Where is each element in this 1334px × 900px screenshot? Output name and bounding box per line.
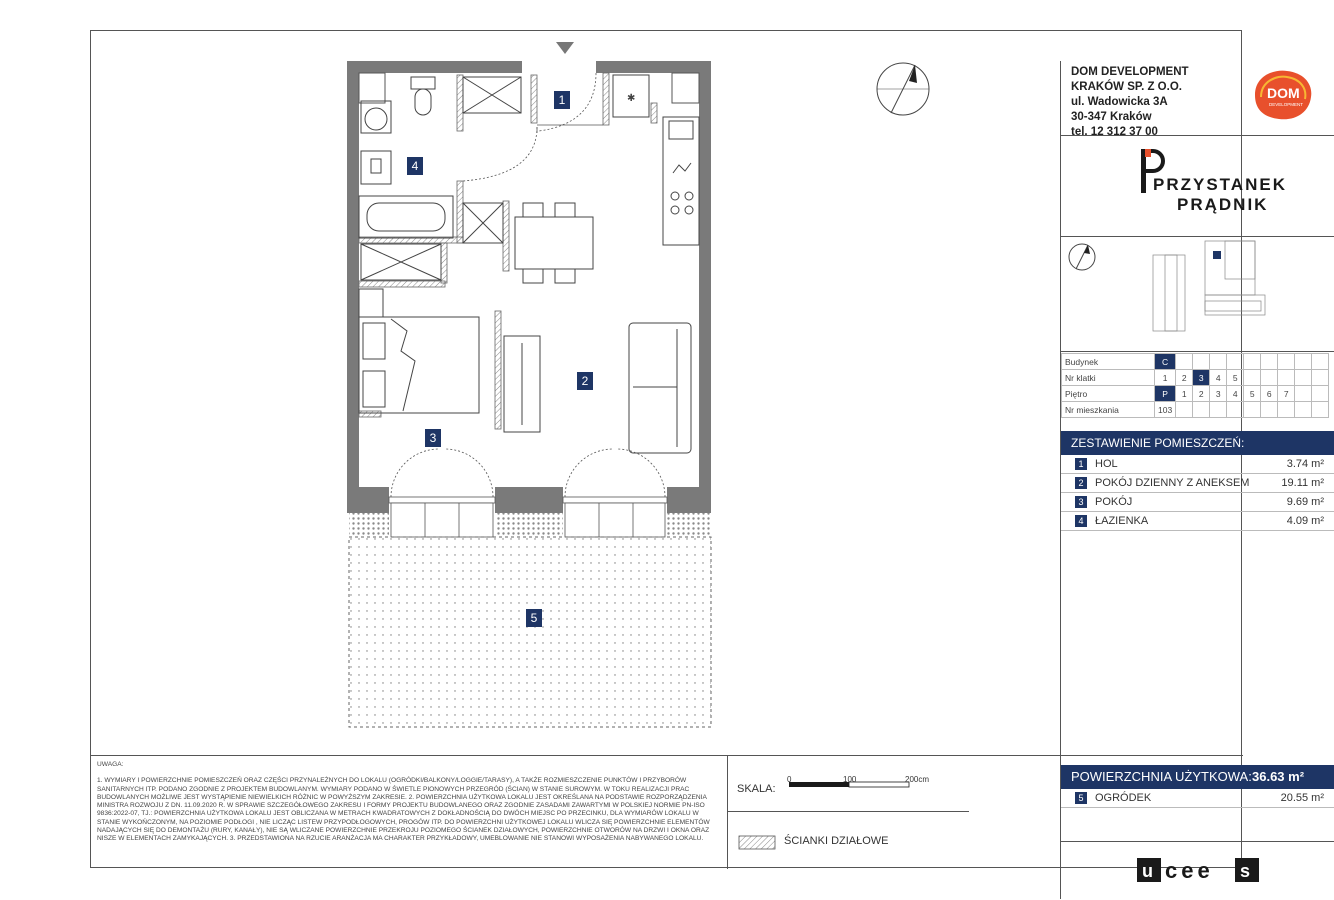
building-row: [1062, 354, 1329, 370]
room-name: POKÓJ DZIENNY Z ANEKSEM: [1095, 477, 1250, 489]
company-entity: KRAKÓW SP. Z O.O.: [1071, 81, 1182, 93]
rooms-header: ZESTAWIENIE POMIESZCZEŃ:: [1061, 431, 1334, 455]
floor-6: 6: [1261, 386, 1278, 402]
partition-walls: [359, 73, 657, 429]
total-area-bar: [1061, 765, 1334, 789]
floor-7: 7: [1278, 386, 1295, 402]
info-panel: [1060, 61, 1333, 899]
building-label: Budynek: [1062, 354, 1155, 370]
stairwell-2: 2: [1176, 370, 1193, 386]
scale-tick-100: 100: [843, 775, 857, 784]
drawing-frame: [90, 30, 1324, 883]
room-name: POKÓJ: [1095, 496, 1133, 508]
room-label-3: 3: [425, 429, 441, 447]
legend-label: ŚCIANKI DZIAŁOWE: [784, 835, 889, 847]
floor-plan: [91, 31, 969, 755]
garden-name: OGRÓDEK: [1095, 792, 1152, 804]
svg-text:u: u: [1142, 861, 1153, 881]
room-row: [1061, 455, 1334, 474]
shaft: [672, 73, 699, 103]
room-row: [1061, 474, 1334, 493]
notes-title: UWAGA:: [97, 761, 124, 768]
stairwell-label: Nr klatki: [1062, 370, 1155, 386]
garden-area: [349, 537, 711, 727]
floor-label: Piętro: [1062, 386, 1155, 402]
stairwell-3: 3: [1193, 370, 1210, 386]
shaft: [359, 73, 385, 103]
compass-icon: [877, 63, 929, 115]
grass-strip: [667, 513, 711, 537]
project-name: [1141, 153, 1287, 215]
svg-text:✱: ✱: [627, 93, 636, 104]
legend-hatch-swatch: [739, 836, 775, 849]
floor-4: 4: [1227, 386, 1244, 402]
company-name: DOM DEVELOPMENT: [1071, 66, 1189, 78]
company-block: [1071, 65, 1189, 140]
floor-2: 2: [1193, 386, 1210, 402]
room-number: 4: [1075, 515, 1087, 527]
apartment-label: Nr mieszkania: [1062, 402, 1155, 418]
room-area: 3.74 m²: [1286, 458, 1324, 470]
logo-text: DOM: [1267, 85, 1300, 101]
room-label-1: 1: [554, 91, 570, 109]
garden-area: 20.55 m²: [1280, 792, 1324, 804]
apartment-row: [1062, 402, 1329, 418]
garden-row: [1061, 789, 1334, 808]
stairwell-5: 5: [1227, 370, 1244, 386]
floor-p: P: [1155, 386, 1176, 402]
dining-table: [515, 203, 593, 283]
room-number: 3: [1075, 496, 1087, 508]
sofa: [629, 323, 691, 453]
svg-text:s: s: [1240, 861, 1251, 881]
stairwell-1: 1: [1155, 370, 1176, 386]
project-name-line2: PRĄDNIK: [1177, 195, 1269, 214]
scale-label: SKALA:: [737, 783, 776, 795]
stairwell-4: 4: [1210, 370, 1227, 386]
divider: [1061, 236, 1334, 237]
bottom-vertical-divider: [727, 755, 728, 869]
bathroom-fixtures: [359, 77, 521, 280]
tv-unit: [359, 289, 540, 432]
total-area-value: 36.63 m²: [1252, 769, 1305, 784]
bed: [359, 317, 479, 413]
room-label-5: 5: [526, 609, 542, 627]
company-city: 30-347 Kraków: [1071, 111, 1152, 123]
legend-divider: [727, 811, 969, 812]
room-number: 2: [1075, 477, 1087, 489]
notes-text: 1. WYMIARY I POWIERZCHNIE POMIESZCZEŃ ORAZ CZĘŚCI PRZYNALEŻNYCH DO LOKALU (OGRÓDKI/BALKONY/LOGGIE/TARASY), A TAKŻE ROZMIESZCZENIE PUNKTÓW I PRZYBORÓW SANITARNYCH ITP. PODANO ZGODNIE Z PROJEKTEM BUDOWLANYM. WYMIARY PODANO W ŚWIETLE PIONOWYCH PRZEGRÓD (ŚCIAN) W STANIE SUROWYM. W TOKU REALIZACJI PRAC BUDOWLANYCH MOŻLIWE JEST WYSTĄPIENIE NIEWIELKICH RÓŻNIC W POWYŻSZYM ZAKRESIE. 2. POWIERZCHNIA UŻYTKOWA LOKALU JEST OKREŚLANA NA PODSTAWIE ROZPORZĄDZENIA MINISTRA ROZWOJU Z DN. 11.09.2020 R. W SPRAWIE SZCZEGÓŁOWEGO ZAKRESU I FORMY PROJEKTU BUDOWLANEGO ORAZ ZGODNIE ZASADAMI ZAWARTYMI W POLSKIEJ NORMIE PN-ISO 9836:2022-07, TJ.: POWIERZCHNIA UŻYTKOWA LOKALU JEST OBLICZANA W METRACH KWADRATOWYCH Z DOKŁADNOŚCIĄ DO DWÓCH MIEJSC PO PRZECINKU, DLA WYMIARÓW LOKALU W STANIE WYKOŃCZONYM, NA POZIOMIE PODŁOGI , NIE LICZĄC LISTEW PRZYPODŁOGOWYCH, PROGÓW ITP. DO POWIERZCHNI UŻYTKOWEJ LOKALU WLICZA SIĘ POWIERZCHNIE ELEMENTÓW NADAJĄCYCH SIĘ DO DEMONTAŻU (RURY, KANAŁY), NIE SĄ WLICZANE POWIERZCHNIE PRZEKROJU POZIOMEGO ŚCIANEK DZIAŁOWYCH, POWIERZCHNIE OTWORÓW NA DRZWI I OKNA ORAZ NISZE W ELEMENTACH ZAMYKAJĄCYCH. 3. PRZEDSTAWIONA NA RZUCIE ARANŻACJA MA CHARAKTER PRZYKŁADOWY, UMEBLOWANIE NIE STANOWI WYPOSAŻENIA NABYWANEGO LOKALU.: [97, 777, 710, 843]
garden-number: 5: [1075, 792, 1087, 804]
project-name-line1: PRZYSTANEK: [1153, 175, 1287, 194]
entrance-marker: [556, 42, 574, 54]
stairwell-row: [1062, 370, 1329, 386]
floor-row: [1062, 386, 1329, 402]
floor-3: 3: [1210, 386, 1227, 402]
divider: [1061, 841, 1334, 842]
room-area: 9.69 m²: [1286, 496, 1324, 508]
room-area: 4.09 m²: [1286, 515, 1324, 527]
divider: [1061, 351, 1334, 352]
logo-subtext: DEVELOPMENT: [1269, 102, 1304, 107]
svg-text:cee: cee: [1165, 858, 1214, 883]
room-row: [1061, 512, 1334, 531]
dom-development-logo: [1247, 67, 1317, 123]
room-label-4: 4: [407, 157, 423, 175]
divider: [1061, 135, 1334, 136]
floor-5: 5: [1244, 386, 1261, 402]
grass-strip: [349, 513, 389, 537]
uce-logo: [1137, 856, 1263, 886]
room-label-2: 2: [577, 372, 593, 390]
scale-tick-200: 200cm: [905, 775, 930, 784]
company-street: ul. Wadowicka 3A: [1071, 96, 1168, 108]
company-phone: tel. 12 312 37 00: [1071, 126, 1158, 138]
room-area: 19.11 m²: [1281, 477, 1324, 489]
key-plan: [1065, 239, 1331, 335]
floor-1: 1: [1176, 386, 1193, 402]
room-number: 1: [1075, 458, 1087, 470]
total-area-label: POWIERZCHNIA UŻYTKOWA:: [1071, 769, 1252, 784]
grass-strip: [495, 513, 563, 537]
apartment-number: 103: [1155, 402, 1176, 418]
scale-tick-0: 0: [787, 775, 792, 784]
room-name: HOL: [1095, 458, 1118, 470]
notes-block: [97, 761, 717, 844]
apartment-info-table: [1061, 353, 1329, 418]
building-c: C: [1155, 354, 1176, 370]
room-row: [1061, 493, 1334, 512]
room-name: ŁAZIENKA: [1095, 515, 1149, 527]
